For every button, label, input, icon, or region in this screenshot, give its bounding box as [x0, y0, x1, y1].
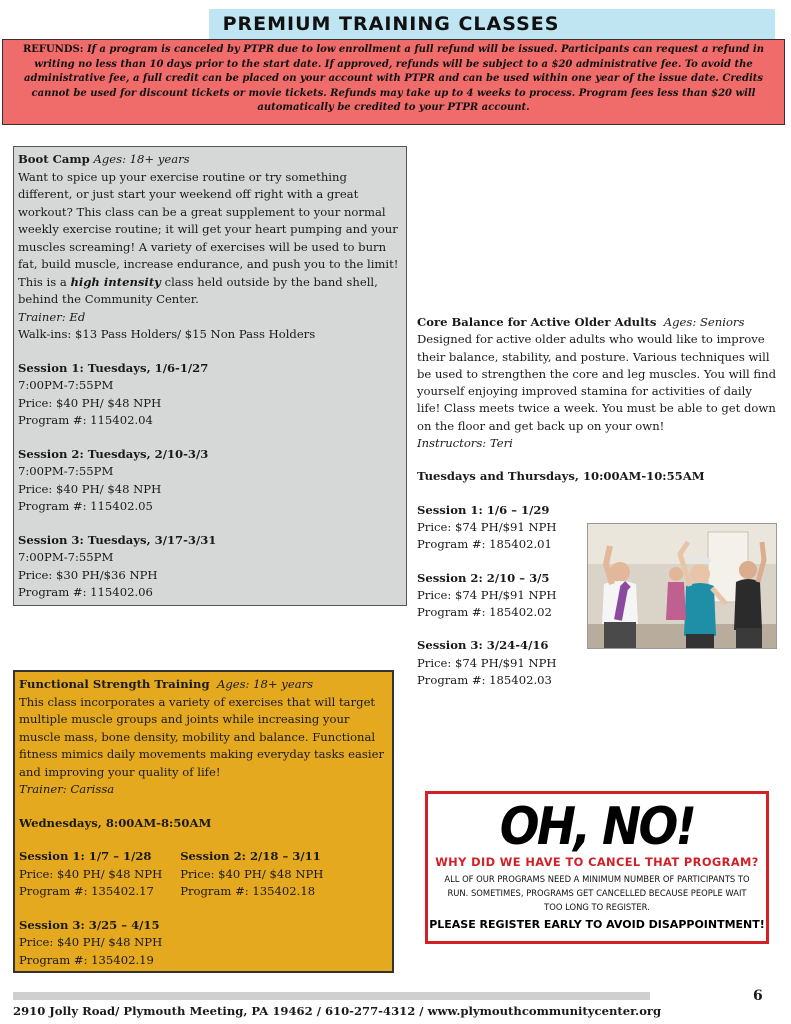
session-program: Program #: 115402.06 [18, 585, 153, 599]
core-description: Designed for active older adults who would like to improve their balance, stability, and posture. Various techniques will be used to strengthen the core and leg muscles. You will find yourself enjoying improved stamina for activities of daily life! Class meets twice a week. You must be able to get down on the floor and get back up on your own! [417, 332, 777, 433]
session-price: Price: $74 PH/$91 NPH [417, 519, 557, 534]
core-title: Core Balance for Active Older Adults [417, 315, 657, 329]
bootcamp-desc-b: class held outside by the band shell, behind the Community Center. [18, 274, 378, 306]
session-title: Session 1: 1/6 – 1/29 [417, 502, 550, 517]
refund-lead: REFUNDS: [22, 44, 84, 55]
session-title: Session 1: 1/7 – 1/28 [19, 849, 152, 863]
session-price: Price: $40 PH/ $48 NPH [18, 481, 162, 496]
session-program: Program #: 115402.04 [18, 413, 153, 427]
session-time: 7:00PM-7:55PM [18, 550, 114, 564]
session-title: Session 3: 3/24-4/16 [417, 638, 549, 653]
session-program: Program #: 185402.01 [417, 537, 552, 552]
session-price: Price: $40 PH/ $48 NPH [18, 395, 162, 410]
session-price: Price: $40 PH/ $48 NPH [19, 866, 163, 881]
core-ages: Ages: Seniors [663, 315, 745, 329]
session-program: Program #: 135402.18 [180, 884, 316, 898]
functional-description: This class incorporates a variety of exercises that will target multiple muscle groups and joints while increasing your muscle mass, bone density, mobility and balance. Functional fitness mimics daily movements making everyday tasks easier and improving your quality of life! [19, 694, 384, 779]
footer-divider [13, 992, 650, 1000]
seniors-exercise-photo [587, 523, 777, 649]
functional-session [180, 848, 323, 901]
session-title: Session 1: Tuesdays, 1/6-1/27 [18, 360, 209, 375]
functional-trainer: Trainer: Carissa [19, 782, 115, 796]
session-title: Session 2: 2/10 – 3/5 [417, 570, 550, 585]
session-title: Session 2: 2/18 – 3/11 [180, 849, 321, 863]
session-title: Session 3: 3/25 – 4/15 [19, 917, 160, 932]
session-time: 7:00PM-7:55PM [18, 464, 114, 478]
bootcamp-trainer: Trainer: Ed [18, 309, 86, 324]
session-title: Session 3: Tuesdays, 3/17-3/31 [18, 532, 217, 547]
notice-body: ALL OF OUR PROGRAMS NEED A MINIMUM NUMBER OF PARTICIPANTS TO RUN. SOMETIMES, PROGRAMS GET CANCELLED BECAUSE PEOPLE WAIT TOO LONG TO REGISTER. [444, 874, 750, 912]
bootcamp-session [18, 360, 402, 430]
session-price: Price: $30 PH/$36 NPH [18, 567, 158, 582]
page-title: PREMIUM TRAINING CLASSES [222, 13, 560, 35]
session-price: Price: $74 PH/$91 NPH [417, 587, 557, 602]
bootcamp-walkins: Walk-ins: $13 Pass Holders/ $15 Non Pass Holders [18, 327, 316, 341]
bootcamp-desc-a: Want to spice up your exercise routine or try something different, or just start your weekend off right with a great workout? This class can be a great supplement to your normal weekly exercise routine; it will get your heart pumping and your muscles screaming! A variety of exercises will be used to burn fat, build muscle, increase endurance, and push you to the limit! This is a [18, 169, 399, 289]
session-title: Session 2: Tuesdays, 2/10-3/3 [18, 446, 209, 461]
refund-policy [2, 39, 785, 125]
bootcamp-session [18, 532, 402, 602]
session-program: Program #: 185402.03 [417, 673, 552, 688]
session-time: 7:00PM-7:55PM [18, 378, 114, 392]
functional-card [13, 670, 394, 973]
footer-address: 2910 Jolly Road/ Plymouth Meeting, PA 19462 / 610-277-4312 / www.plymouthcommunitycenter.org [13, 1004, 662, 1018]
session-price: Price: $40 PH/ $48 NPH [180, 866, 324, 881]
notice-subtitle: WHY DID WE HAVE TO CANCEL THAT PROGRAM? [435, 855, 759, 869]
session-price: Price: $40 PH/ $48 NPH [19, 935, 163, 949]
bootcamp-ages: Ages: 18+ years [93, 152, 190, 166]
session-program: Program #: 135402.19 [19, 952, 154, 967]
functional-session [19, 917, 388, 970]
bootcamp-desc-emphasis: high intensity [70, 274, 161, 289]
page-number: 6 [753, 988, 763, 1004]
bootcamp-description [18, 169, 402, 309]
notice-title: OH, NO! [499, 797, 695, 857]
bootcamp-title: Boot Camp [18, 152, 90, 166]
functional-title: Functional Strength Training [19, 677, 210, 691]
functional-ages: Ages: 18+ years [216, 677, 314, 691]
functional-session [19, 848, 162, 901]
photo-illustration [588, 524, 777, 649]
notice-cta: PLEASE REGISTER EARLY TO AVOID DISAPPOINTMENT! [429, 918, 765, 931]
bootcamp-card [13, 146, 407, 606]
refund-text: If a program is canceled by PTPR due to low enrollment a full refund will be issued. Participants can request a refund in writing no less than 10 days prior to the start date. If approved, refunds will be subject to a $20 administrative fee. To avoid the administrative fee, a full credit can be placed on your account with PTPR and can be used within one year of the issue date. Credits cannot be used for discount tickets or movie tickets. Refunds may take up to 4 weeks to process. Program fees less than $20 will automatically be credited to your PTPR account. [23, 44, 765, 114]
core-schedule: Tuesdays and Thursdays, 10:00AM-10:55AM [417, 469, 705, 484]
session-program: Program #: 115402.05 [18, 499, 153, 513]
core-instructors: Instructors: Teri [417, 436, 513, 451]
session-price: Price: $74 PH/$91 NPH [417, 655, 557, 670]
functional-schedule: Wednesdays, 8:00AM-8:50AM [19, 815, 212, 830]
cancellation-notice [425, 791, 769, 944]
bootcamp-session [18, 446, 402, 516]
session-program: Program #: 185402.02 [417, 605, 552, 620]
session-program: Program #: 135402.17 [19, 884, 154, 898]
